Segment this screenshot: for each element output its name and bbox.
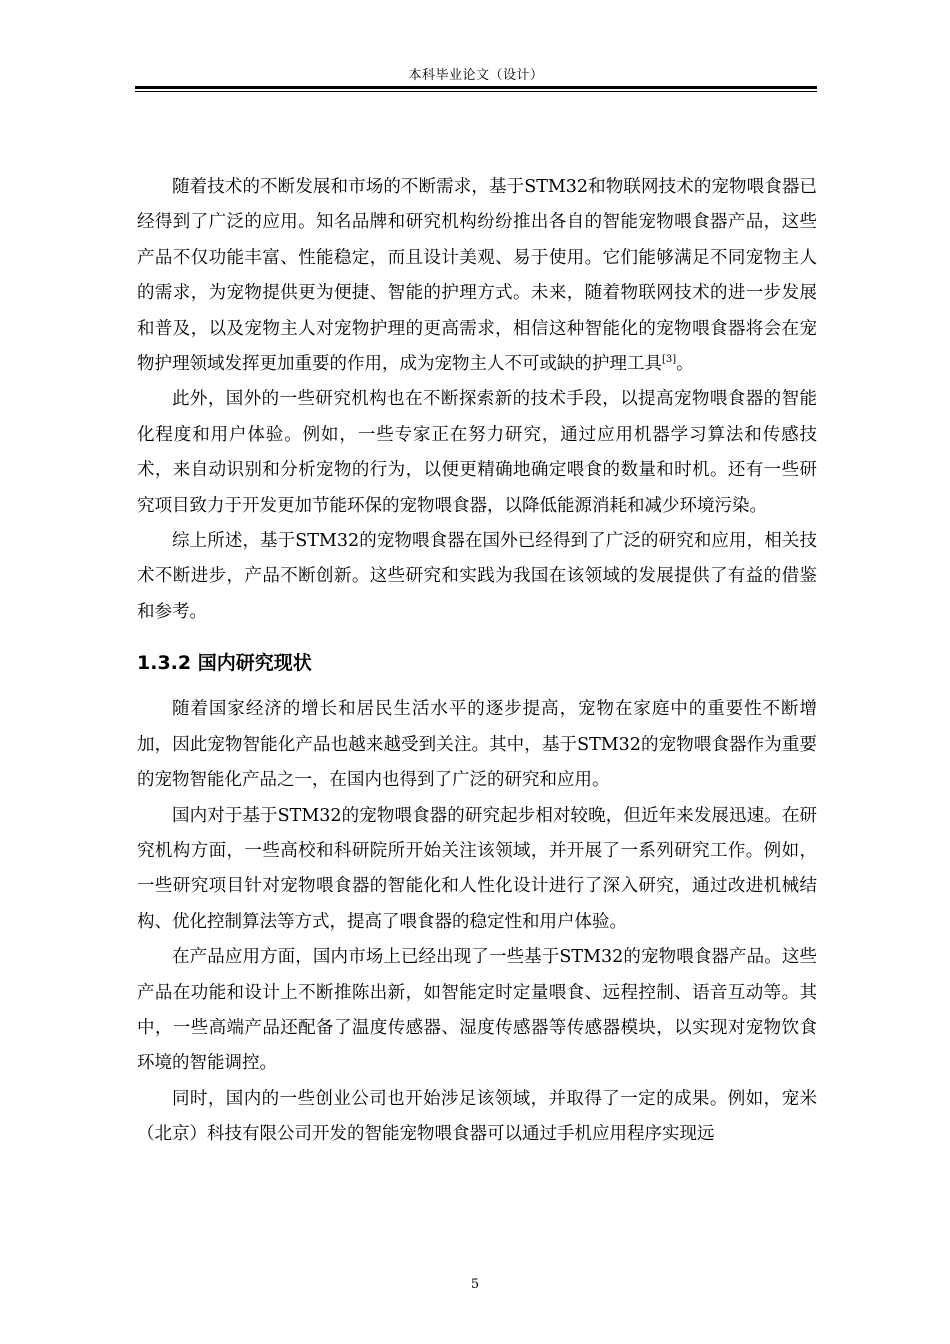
header-rule: [135, 86, 817, 89]
paragraph-6: 在产品应用方面，国内市场上已经出现了一些基于STM32的宠物喂食器产品。这些产品在功能和设计上不断推陈出新，如智能定时定量喂食、远程控制、语音互动等。其中，一些高端产品还配备了温度传感器、湿度传感器等传感器模块，以实现对宠物饮食环境的智能调控。: [137, 947, 817, 1074]
page-header-title: 本科毕业论文（设计）: [408, 68, 544, 83]
section-heading: 1.3.2 国内研究现状: [137, 652, 312, 675]
paragraph-4: 随着国家经济的增长和居民生活水平的逐步提高，宠物在家庭中的重要性不断增加，因此宠物智能化产品也越来越受到关注。其中，基于STM32的宠物喂食器作为重要的宠物智能化产品之一，在国内也得到了广泛的研究和应用。: [137, 699, 817, 791]
paragraph-2: 此外，国外的一些研究机构也在不断探索新的技术手段，以提高宠物喂食器的智能化程度和用户体验。例如，一些专家正在努力研究，通过应用机器学习算法和传感技术，来自动识别和分析宠物的行为，以便更精确地确定喂食的数量和时机。还有一些研究项目致力于开发更加节能环保的宠物喂食器，以降低能源消耗和减少环境污染。: [137, 389, 817, 516]
paragraph-1-end: 。: [676, 354, 694, 375]
paragraph-3: 综上所述，基于STM32的宠物喂食器在国外已经得到了广泛的研究和应用，相关技术不断进步，产品不断创新。这些研究和实践为我国在该领域的发展提供了有益的借鉴和参考。: [137, 531, 817, 622]
page-body: [137, 170, 817, 1153]
paragraph-1-text: 随着技术的不断发展和市场的不断需求，基于STM32和物联网技术的宠物喂食器已经得到了广泛的应用。知名品牌和研究机构纷纷推出各自的智能宠物喂食器产品，这些产品不仅功能丰富、性能稳定，而且设计美观、易于使用。它们能够满足不同宠物主人的需求，为宠物提供更为便捷、智能的护理方式。未来，随着物联网技术的进一步发展和普及，以及宠物主人对宠物护理的更高需求，相信这种智能化的宠物喂食器将会在宠物护理领域发挥更加重要的作用，成为宠物主人不可或缺的护理工具: [137, 177, 817, 375]
header-rule-thin: [135, 91, 817, 92]
paragraph-1: [137, 170, 817, 382]
paragraph-7: 同时，国内的一些创业公司也开始涉足该领域，并取得了一定的成果。例如，宠米（北京）科技有限公司开发的智能宠物喂食器可以通过手机应用程序实现远: [137, 1088, 817, 1145]
page-number: 5: [470, 1277, 480, 1292]
paragraph-5: 国内对于基于STM32的宠物喂食器的研究起步相对较晚，但近年来发展迅速。在研究机构方面，一些高校和科研院所开始关注该领域，并开展了一系列研究工作。例如，一些研究项目针对宠物喂食器的智能化和人性化设计进行了深入研究，通过改进机械结构、优化控制算法等方式，提高了喂食器的稳定性和用户体验。: [137, 805, 817, 932]
citation-ref: [3]: [662, 354, 677, 366]
